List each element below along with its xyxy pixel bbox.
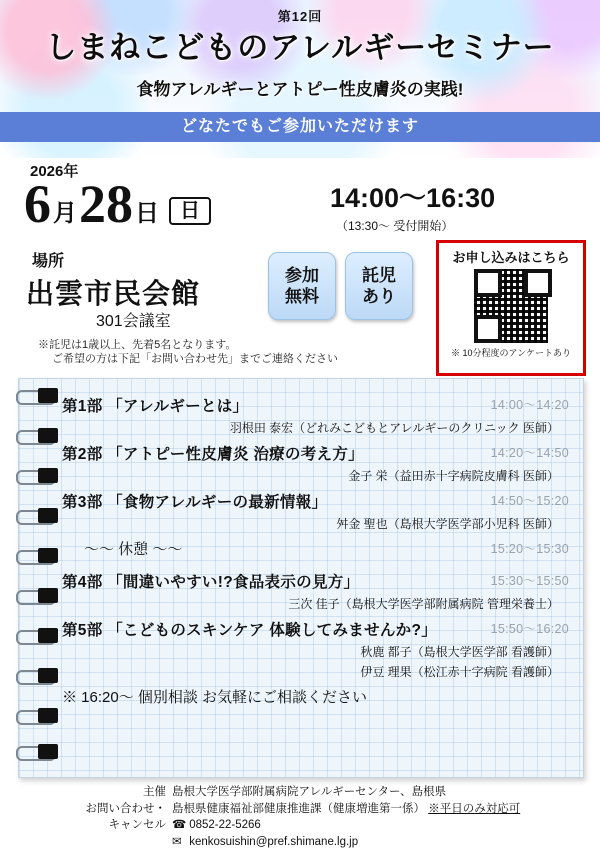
- program-speaker-secondary: 伊豆 理果（松江赤十字病院 看護師）: [360, 665, 559, 679]
- program-time: 14:20～14:50: [490, 446, 569, 460]
- notebook-spiral: [8, 378, 54, 776]
- program-title: 第3部 「食物アレルギーの最新情報」: [62, 494, 328, 511]
- program-item: [62, 394, 567, 436]
- footer-contact-label: お問い合わせ・: [85, 802, 166, 815]
- event-month-unit: 月: [53, 200, 77, 227]
- program-time: 15:30～15:50: [490, 574, 569, 588]
- program-speaker: 羽根田 泰宏（どれみこどもとアレルギーのクリニック 医師）: [229, 421, 559, 435]
- qr-title: お申し込みはこちら: [452, 250, 570, 265]
- program-title: 第1部 「アレルギーとは」: [62, 398, 249, 415]
- footer-labels: [70, 784, 166, 834]
- program-break-label: ～～ 休憩 ～～: [84, 541, 183, 558]
- place-label: 場所: [32, 253, 65, 270]
- footer-mail-line: [172, 834, 520, 851]
- footer-mail[interactable]: kenkosuishin@pref.shimane.lg.jp: [189, 836, 359, 849]
- phone-icon: ☎: [172, 819, 187, 832]
- event-month: 6: [24, 174, 51, 234]
- program-break: [62, 538, 567, 564]
- program-title: 第5部 「こどものスキンケア 体験してみませんか?」: [62, 622, 438, 639]
- program-title: 第2部 「アトピー性皮膚炎 治療の考え方」: [62, 446, 364, 463]
- footer-contact-line: [172, 801, 520, 818]
- program-break-time: 15:20～15:30: [490, 542, 569, 556]
- program-consultation-note: ※ 16:20～ 個別相談 お気軽にご相談ください: [62, 689, 368, 706]
- time-block: [330, 176, 495, 234]
- program-speaker: 金子 栄（益田赤十字病院皮膚科 医師）: [348, 469, 559, 483]
- event-weekday: 日: [169, 197, 211, 225]
- footer-host-label: 主催: [143, 786, 166, 798]
- footer-phone-line: [172, 817, 520, 834]
- badge-childcare-line1: 託児: [362, 265, 396, 285]
- program-time: 15:50～16:20: [490, 622, 569, 636]
- footer-phone: 0852-22-5266: [189, 819, 261, 832]
- program-speaker: 舛金 聖也（島根大学医学部小児科 医師）: [336, 517, 559, 531]
- place-name: 出雲市民会館: [26, 278, 201, 309]
- badge-childcare-line2: あり: [362, 287, 396, 306]
- mail-icon: ✉: [172, 836, 182, 849]
- footer-cancel-label: キャンセル: [108, 819, 166, 832]
- childcare-note-2: ご希望の方は下記「お問い合わせ先」までご連絡ください: [52, 353, 338, 365]
- poster-title: しまねこどものアレルギーセミナー: [45, 30, 555, 65]
- program-item: [62, 442, 567, 484]
- open-to-all-band: [0, 112, 600, 142]
- event-day: 28: [79, 174, 133, 234]
- footer-host-value: 島根大学医学部附属病院アレルギーセンター、島根県: [172, 786, 447, 798]
- program-item: [62, 570, 567, 612]
- childcare-note-1: ※託児は1歳以上、先着5名となります。: [38, 339, 237, 351]
- program-speaker: 三次 佳子（島根大学医学部附属病院 管理栄養士）: [288, 597, 559, 611]
- badge-childcare: [345, 252, 413, 320]
- footer-contact-note: ※平日のみ対応可: [428, 802, 521, 815]
- open-to-all-text: どなたでもご参加いただけます: [180, 118, 419, 135]
- footer-contact-org: 島根県健康福祉部健康推進課（健康増進第一係）: [172, 802, 425, 815]
- poster-subtitle: 食物アレルギーとアトピー性皮膚炎の実践!: [136, 80, 464, 99]
- poster-header: [0, 0, 600, 158]
- program-list: [62, 394, 567, 707]
- program-item: [62, 490, 567, 532]
- application-qr-box[interactable]: [436, 240, 586, 376]
- program-time: 14:50～15:20: [490, 494, 569, 508]
- program-item: [62, 618, 567, 680]
- edition-label: 第12回: [277, 9, 323, 24]
- place-room: 301会議室: [96, 313, 171, 330]
- badge-free-entry-line2: 無料: [285, 287, 319, 306]
- program-time: 14:00～14:20: [490, 398, 569, 412]
- event-time: 14:00～16:30: [330, 183, 496, 213]
- badge-free-entry-line1: 参加: [285, 265, 319, 285]
- badge-free-entry: [268, 252, 336, 320]
- qr-note: ※ 10分程度のアンケートあり: [451, 348, 571, 358]
- event-day-unit: 日: [135, 200, 159, 227]
- reception-note: （13:30～ 受付開始）: [336, 219, 454, 233]
- event-year: 2026年: [30, 163, 79, 180]
- qr-code-icon[interactable]: [474, 269, 548, 343]
- program-speaker: 秋鹿 都子（島根大学医学部 看護師）: [360, 645, 559, 659]
- program-title: 第4部 「間違いやすい!?食品表示の見方」: [62, 574, 360, 591]
